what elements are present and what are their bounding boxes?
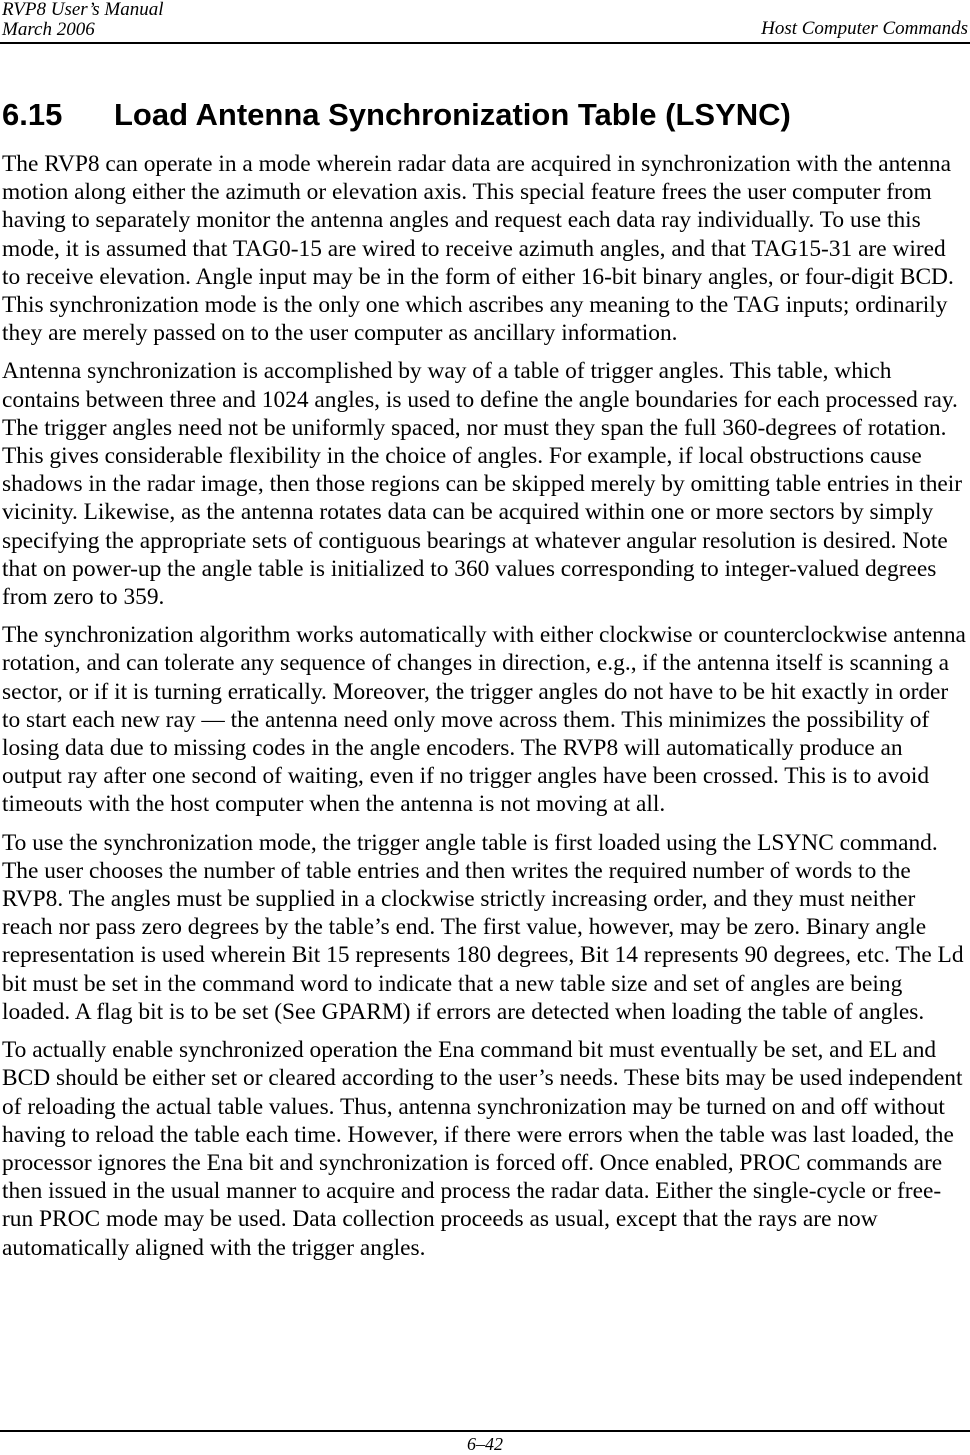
paragraph-3: The synchronization algorithm works automatically with either clockwise or counterclockwise antenna rotation, and can tolerate any sequence of changes in direction, e.g., if the antenna itself is scanning a sector, or if it is turning erratically. Moreover, the trigger angles do not have to be hit exactly in order to start each new ray — the antenna need only move across them. This minimizes the possibility of losing data due to missing codes in the angle encoders. The RVP8 will automatically produce an output ray after one second of waiting, even if no trigger angles have been crossed. This is to avoid timeouts with the host computer when the antenna is not moving at all. [2, 622, 966, 818]
paragraph-5: To actually enable synchronized operation the Ena command bit must eventually be set, and EL and BCD should be either set or cleared according to the user’s needs. These bits may be used independent of reloading the actual table values. Thus, antenna synchronization may be turned on and off without having to reload the table each time. However, if there were errors when the table was last loaded, the processor ignores the Ena bit and synchronization is forced off. Once enabled, PROC commands are then issued in the usual manner to acquire and process the radar data. Either the single-cycle or free-run PROC mode may be used. Data collection proceeds as usual, except that the rays are now automatically aligned with the trigger angles. [2, 1037, 963, 1261]
paragraph-4: To use the synchronization mode, the trigger angle table is first loaded using the LSYNC command. The user chooses the number of table entries and then writes the required number of words to the RVP8. The angles must be supplied in a clockwise strictly increasing order, and they must neither reach nor pass zero degrees by the table’s end. The first value, however, may be zero. Binary angle representation is used wherein Bit 15 represents 180 degrees, Bit 14 represents 90 degrees, etc. The Ld bit must be set in the command word to indicate that a new table size and set of angles are being loaded. A flag bit is to be set (See GPARM) if errors are detected when loading the table of angles. [2, 829, 964, 1025]
section-heading [2, 97, 791, 133]
body-text [2, 150, 968, 1272]
paragraph-1: The RVP8 can operate in a mode wherein radar data are acquired in synchronization with the antenna motion along either the azimuth or elevation axis. This special feature frees the user computer from having to separately monitor the antenna angles and request each data ray individually. To use this mode, it is assumed that TAG0-15 are wired to receive azimuth angles, and that TAG15-31 are wired to receive elevation. Angle input may be in the form of either 16-bit binary angles, or four-digit BCD. This synchronization mode is the only one which ascribes any meaning to the TAG inputs; ordinarily they are merely passed on to the user computer as ancillary information. [2, 151, 954, 347]
header-left [2, 0, 164, 40]
page-number: 6–42 [467, 1434, 503, 1454]
manual-title: RVP8 User’s Manual [2, 0, 164, 20]
section-title: Load Antenna Synchronization Table (LSYNC) [114, 97, 791, 132]
footer-divider [0, 1430, 970, 1432]
chapter-title: Host Computer Commands [761, 18, 968, 39]
manual-date: March 2006 [2, 19, 95, 40]
section-number: 6.15 [2, 97, 63, 132]
page-header [0, 0, 970, 44]
paragraph-2: Antenna synchronization is accomplished by way of a table of trigger angles. This table, which contains between three and 1024 angles, is used to define the angle boundaries for each processed ray. The trigger angles need not be uniformly spaced, nor must they span the full 360-degrees of rotation. This gives considerable flexibility in the choice of angles. For example, if local obstructions cause shadows in the radar image, then those regions can be skipped merely by omitting table entries in their vicinity. Likewise, as the antenna rotates data can be acquired within one or more sectors by simply specifying the appropriate sets of contiguous bearings at whatever angular resolution is desired. Note that on power-up the angle table is initialized to 360 values corresponding to integer-valued degrees from zero to 359. [2, 358, 963, 611]
